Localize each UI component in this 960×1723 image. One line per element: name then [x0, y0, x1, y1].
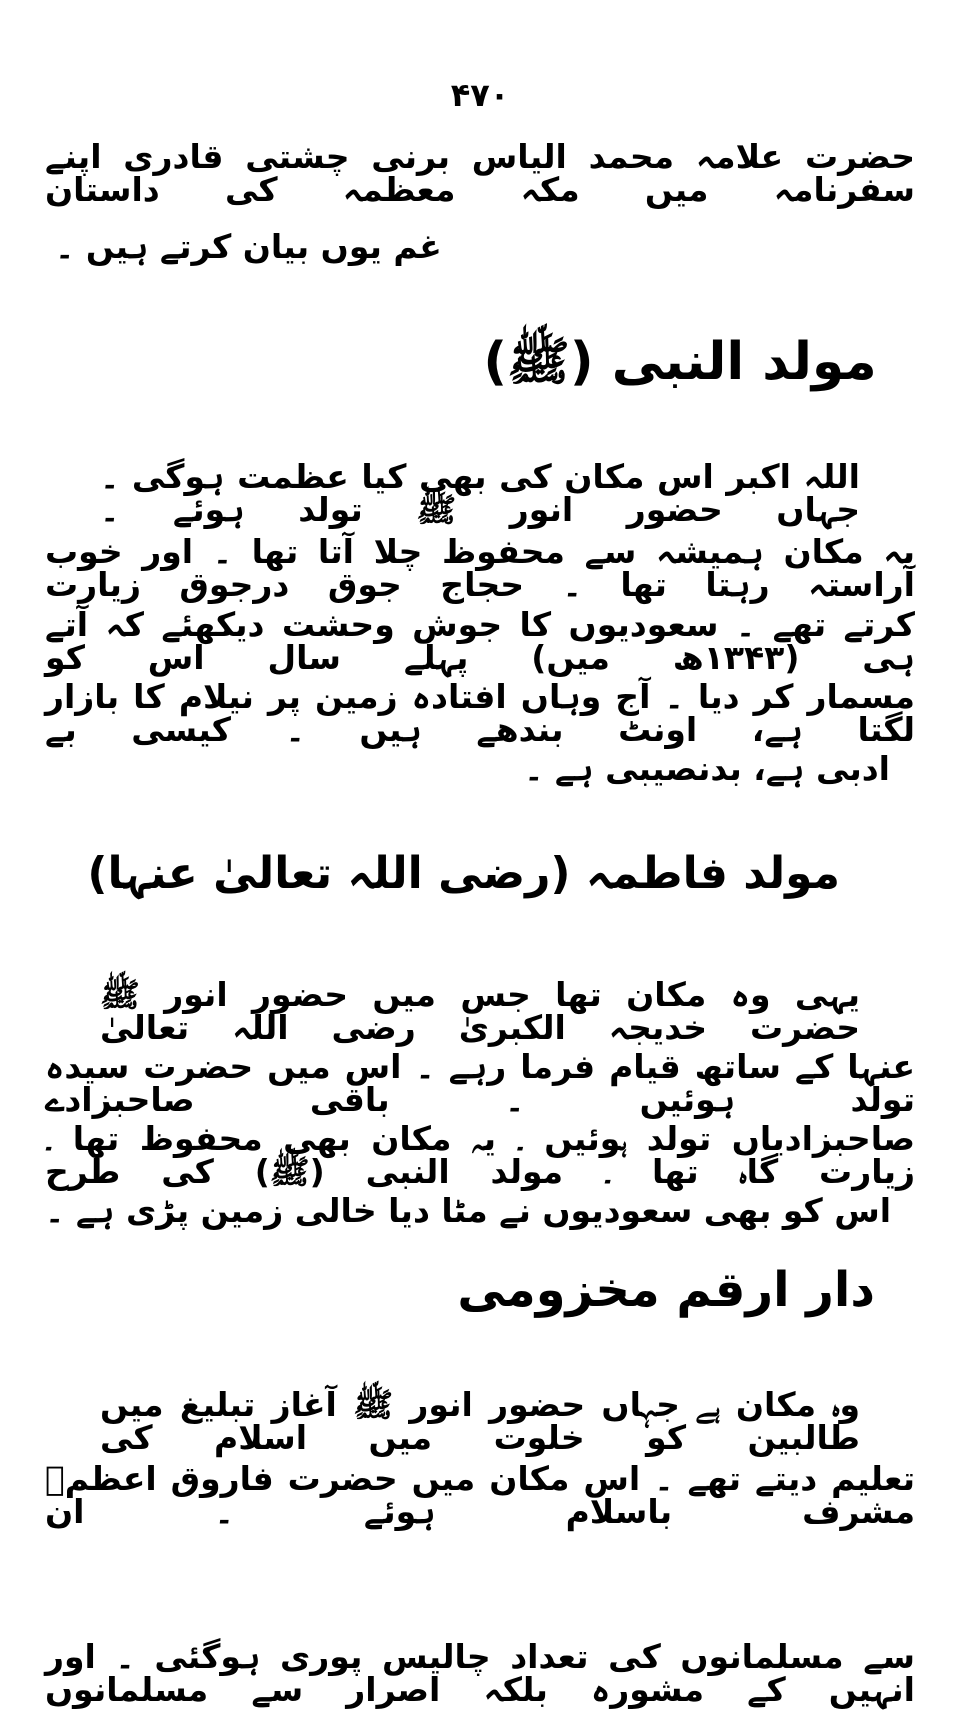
section-2-line-1: یہی وہ مکان تھا جس میں حضور انور ﷺ حضرت خدیجہ الکبریٰ رضی اللہ تعالیٰ [100, 975, 860, 1047]
section-3-line-1: وہ مکان ہے جہاں حضور انور ﷺ آغاز تبلیغ میں طالبین کو خلوت میں اسلام کی [100, 1385, 860, 1457]
section-heading-maulid-un-nabi: مولد النبی (ﷺ) [483, 332, 877, 392]
page-number: ۴۷۰ [450, 76, 510, 114]
section-heading-dar-e-arqam: دار ارقم مخزومی [457, 1262, 875, 1318]
section-2-line-2: عنہا کے ساتھ قیام فرما رہے ۔ اس میں حضرت سیدہ تولد ہوئیں ۔ باقی صاحبزادے [45, 1047, 915, 1119]
intro-line-2: غم یوں بیان کرتے ہیں ۔ [55, 227, 442, 266]
section-2-line-3: صاحبزادیاں تولد ہوئیں ۔ یہ مکان بھی محفوظ تھا ۔ زیارت گاہ تھا ۔ مولد النبی (ﷺ) کی طرح [45, 1119, 915, 1191]
section-1-line-5: ادبی ہے، بدنصیبی ہے ۔ [524, 749, 890, 788]
section-1-line-2: یہ مکان ہمیشہ سے محفوظ چلا آتا تھا ۔ اور خوب آراستہ رہتا تھا ۔ حجاج جوق درجوق زیارت [45, 532, 915, 604]
section-2-line-4: اس کو بھی سعودیوں نے مٹا دیا خالی زمین پڑی ہے ۔ [45, 1191, 892, 1230]
section-1-line-4: مسمار کر دیا ۔ آج وہاں افتادہ زمین پر نیلام کا بازار لگتا ہے، اونٹ بندھے ہیں ۔ کیسی بے [45, 677, 915, 749]
section-3-line-3: سے مسلمانوں کی تعداد چالیس پوری ہوگئی ۔ اور انہیں کے مشورہ بلکہ اصرار سے مسلمانوں [45, 1637, 915, 1709]
section-3-line-2: تعلیم دیتے تھے ۔ اس مکان میں حضرت فاروق اعظمؓ مشرف باسلام ہوئے ۔ ان [45, 1459, 915, 1531]
section-1-line-3: کرتے تھے ۔ سعودیوں کا جوش وحشت دیکھئے کہ آتے ہی (۱۳۴۳ھ میں) پہلے سال اس کو [45, 605, 915, 677]
section-heading-maulid-e-fatima: مولد فاطمہ (رضی اللہ تعالیٰ عنہا) [87, 848, 840, 899]
section-1-line-1: اللہ اکبر اس مکان کی بھی کیا عظمت ہوگی ۔ جہاں حضور انور ﷺ تولد ہوئے ۔ [100, 457, 860, 529]
intro-line-1: حضرت علامہ محمد الیاس برنی چشتی قادری اپنے سفرنامہ میں مکہ معظمہ کی داستان [45, 137, 915, 209]
